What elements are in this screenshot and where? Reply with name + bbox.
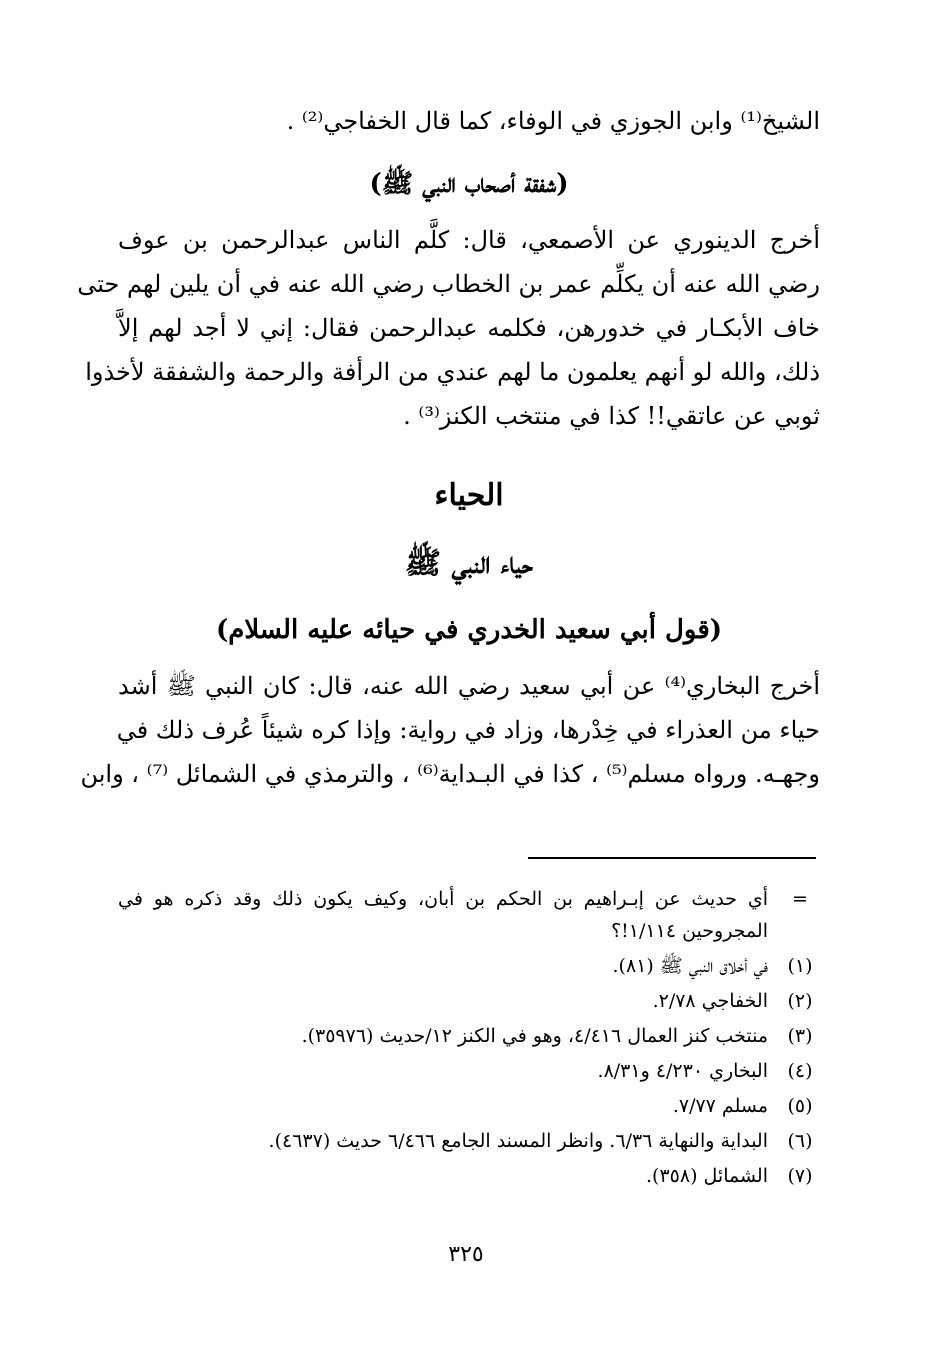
footnote-4-text: البخاري ٤/٢٣٠ و٨/٣١. <box>597 1060 768 1082</box>
footnote-4-mark: (٤) <box>787 1060 813 1082</box>
paragraph-2-line-3: وجهـه. ورواه مسلم⁽⁵⁾ ، كذا في البـداية⁽⁶⁾ ، والترمذي في الشمائل ⁽⁷⁾ ، وابن <box>80 760 820 788</box>
footnote-3-text: منتخب كنز العمال ٤/٤١٦، وهو في الكنز ١٢/حديث (٣٥٩٧٦). <box>301 1025 768 1047</box>
footnote-7-text: الشمائل (٣٥٨). <box>646 1165 768 1187</box>
footnote-5-mark: (٥) <box>787 1095 813 1117</box>
footnote-1 <box>118 951 820 981</box>
footnote-6 <box>118 1126 820 1156</box>
footnote-continuation-line-2 <box>118 916 820 946</box>
footnote-7-mark: (٧) <box>787 1165 813 1187</box>
page-number: ٣٢٥ <box>448 1242 484 1267</box>
section-heading-compassion: (شفقة أصحاب النبي ﷺ) <box>369 169 569 199</box>
footnote-6-mark: (٦) <box>787 1130 813 1152</box>
footnote-7 <box>118 1161 820 1191</box>
footnote-continuation-line-1 <box>118 884 820 914</box>
footnote-4 <box>118 1056 820 1086</box>
paragraph-2-line-2: حياء من العذراء في خِدْرها، وزاد في رواية: وإذا كره شيئاً عُرف ذلك في <box>116 716 820 744</box>
paragraph-2-line-1: أخرج البخاري⁽⁴⁾ عن أبي سعيد رضي الله عنه، قال: كان النبي ﷺ أشد <box>118 672 820 700</box>
footnote-5 <box>118 1091 820 1121</box>
paragraph-1-line-4: ذلك، والله لو أنهم يعلمون ما لهم عندي من الرأفة والرحمة والشفقة لأخذوا <box>85 358 820 386</box>
paragraph-1-line-2: رضي الله عنه أن يكلِّم عمر بن الخطاب رضي الله عنه في أن يلين لهم حتى <box>77 270 820 298</box>
body-line-opening: الشيخ⁽¹⁾ وابن الجوزي في الوفاء، كما قال الخفاجي⁽²⁾ . <box>286 107 820 135</box>
footnote-2-text: الخفاجي ٢/٧٨. <box>652 990 768 1012</box>
footnote-5-text: مسلم ٧/٧٧. <box>672 1095 768 1117</box>
footnote-continuation-text-2: المجروحين ١/١١٤!؟ <box>611 920 768 942</box>
paragraph-1-line-5: ثوبي عن عاتقي!! كذا في منتخب الكنز⁽³⁾ . <box>403 402 820 430</box>
footnote-divider <box>528 857 816 859</box>
chapter-title: الحياء <box>434 478 504 513</box>
footnote-2 <box>118 986 820 1016</box>
footnote-1-mark: (١) <box>787 955 813 977</box>
footnote-3 <box>118 1021 820 1051</box>
footnote-1-text: في أخلاق النبي ﷺ (٨١). <box>612 955 768 977</box>
chapter-subtitle: حياء النبي ﷺ <box>404 546 534 581</box>
paragraph-1-line-1: أخرج الدينوري عن الأصمعي، قال: كلَّم الناس عبدالرحمن بن عوف <box>118 226 820 254</box>
footnote-3-mark: (٣) <box>787 1025 813 1047</box>
footnote-6-text: البداية والنهاية ٦/٣٦. وانظر المسند الجامع ٦/٤٦٦ حديث (٤٦٣٧). <box>268 1130 768 1152</box>
continuation-mark: = <box>792 888 808 910</box>
footnote-2-mark: (٢) <box>787 990 813 1012</box>
paragraph-1-line-3: خاف الأبكـار في خدورهن، فكلمه عبدالرحمن فقال: إني لا أجد لهم إلاَّ <box>118 314 820 342</box>
section-heading-abu-saeed: (قول أبي سعيد الخدري في حيائه عليه السلام) <box>215 615 723 645</box>
footnote-continuation-text-1: أي حديث عن إبـراهيم بن الحكم بن أبان، وكيف يكون ذلك وقد ذكره هو في <box>118 888 768 910</box>
